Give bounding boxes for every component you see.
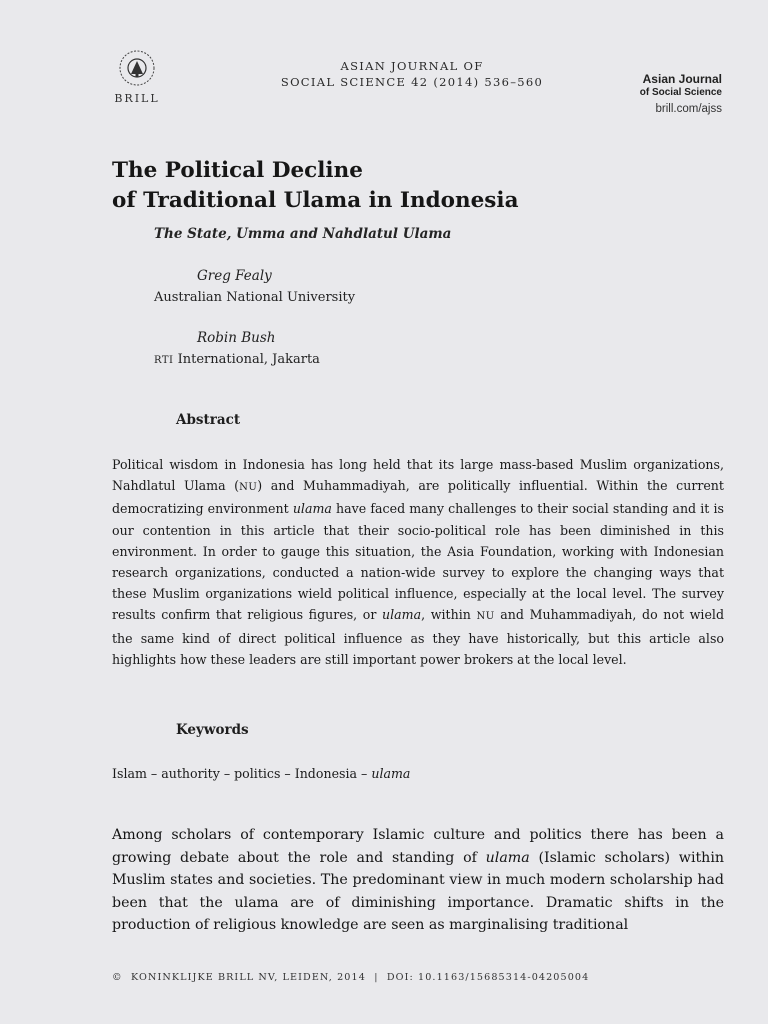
author-name: Greg Fealy (197, 268, 272, 284)
publisher-name: BRILL (114, 92, 160, 105)
author-name: Robin Bush (197, 330, 276, 346)
journal-citation-line2: SOCIAL SCIENCE 42 (2014) 536–560 (280, 75, 544, 89)
body-segment: Among scholars of contemporary Islamic culture and politics there has been a growing debate about the role and standing of (112, 827, 724, 866)
keywords-text: Islam – authority – politics – Indonesia – (112, 766, 372, 781)
article-title-line2: of Traditional Ulama in Indonesia (112, 188, 519, 213)
author-affiliation (154, 352, 320, 367)
affiliation-text: International, Jakarta (177, 352, 320, 367)
keywords-heading: Keywords (176, 722, 249, 738)
brill-seal-icon (117, 48, 157, 88)
body-segment: (Islamic scholars) within Muslim states and societies. The predominant view in much modern scholarship had been that the ulama are of diminishing importance. Dramatic shifts in the production of religious knowledge are seen as marginalising traditional (112, 849, 724, 934)
journal-citation-line1: ASIAN JOURNAL OF (340, 59, 484, 73)
article-subtitle: The State, Umma and Nahdlatul Ulama (154, 226, 452, 242)
abstract-segment: ) and Muhammadiyah, are politically influential. Within the current democratizing environment (112, 478, 724, 517)
abstract-term: ulama (292, 501, 332, 517)
article-title-line1: The Political Decline (112, 158, 363, 183)
keywords-term: ulama (371, 766, 411, 781)
copyright-line: KONINKLIJKE BRILL NV, LEIDEN, 2014 (131, 972, 366, 983)
abstract-segment: have faced many challenges to their social standing and it is our contention in this article that their socio-political role has been diminished in this environment. In order to gauge this situation, the Asia Foundation, working with Indonesian research organizations, conducted a nation-wide survey to explore the changing ways that these Muslim organizations wield political influence, especially at the local level. The survey results confirm that religious figures, or (112, 501, 724, 623)
copyright-symbol: © (112, 972, 123, 983)
journal-url: brill.com/ajss (655, 103, 722, 115)
author-affiliation: Australian National University (154, 290, 356, 305)
body-paragraph (112, 824, 724, 937)
journal-citation (270, 58, 554, 90)
journal-branding (640, 73, 722, 115)
abstract-acronym: NU (476, 611, 495, 623)
page-footer (112, 972, 724, 983)
body-term: ulama (485, 849, 530, 866)
abstract-segment: and Muhammadiyah, do not wield the same kind of direct political influence as they have historically, but this article also highlights how these leaders are still important power brokers at the local level. (112, 607, 725, 667)
article-title (112, 156, 519, 216)
brill-logo (108, 48, 166, 105)
journal-name-line1: Asian Journal (642, 72, 722, 86)
doi-text: DOI: 10.1163/15685314-04205004 (386, 972, 590, 983)
abstract-term: ulama (382, 607, 422, 623)
abstract-acronym: NU (239, 482, 258, 494)
affiliation-prefix: RTI (154, 355, 174, 366)
keywords-list (112, 766, 410, 781)
abstract-segment: Political wisdom in Indonesia has long held that its large mass-based Muslim organizations, Nahdlatul Ulama ( (112, 457, 724, 494)
abstract-text (112, 454, 724, 670)
abstract-heading: Abstract (176, 412, 241, 428)
abstract-segment: , within (421, 607, 477, 623)
footer-separator: | (374, 972, 379, 983)
journal-name-line2: of Social Science (639, 87, 722, 98)
